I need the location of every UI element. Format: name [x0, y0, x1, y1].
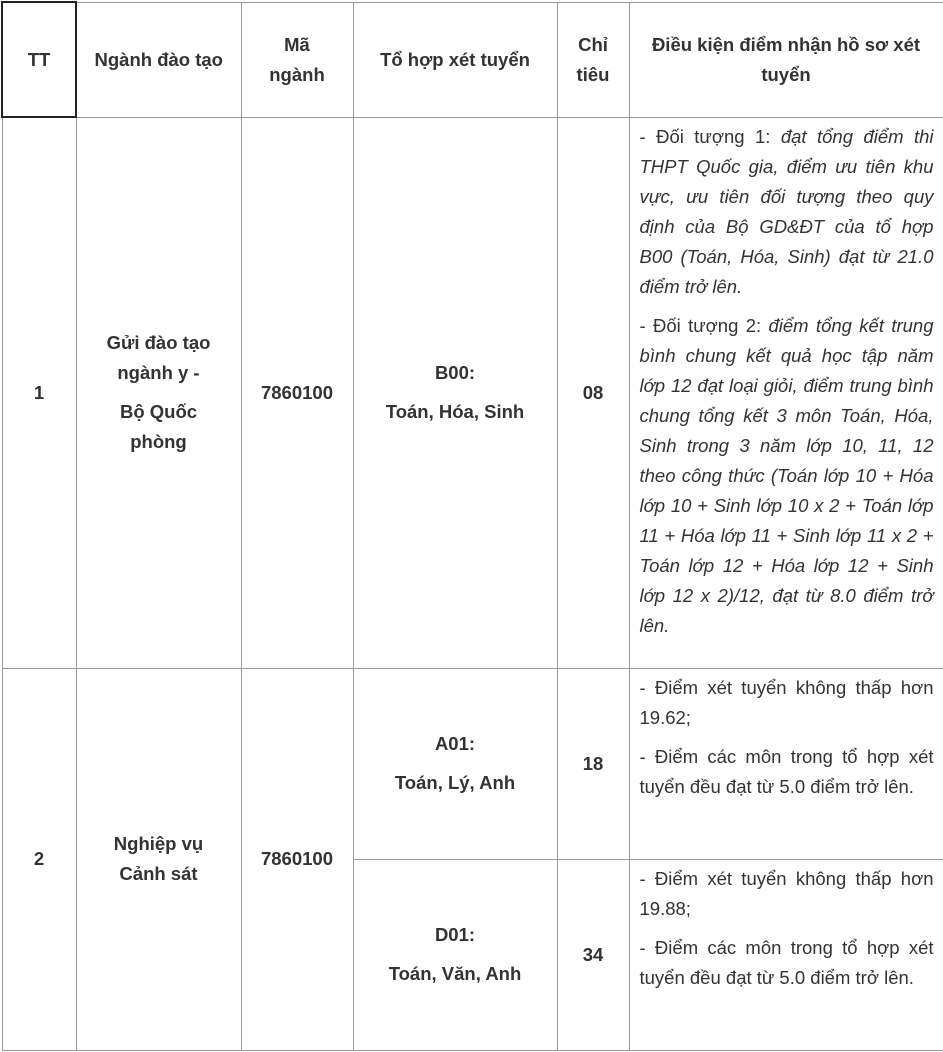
- row1-dieu-kien: [629, 117, 943, 668]
- row2a-cond1: - Điểm xét tuyển không thấp hơn 19.62;: [639, 676, 934, 728]
- header-tt: TT: [2, 2, 76, 117]
- header-ma-nganh: Mã ngành: [241, 2, 353, 117]
- row1-nganh-line2: Bộ Quốc phòng: [119, 401, 198, 452]
- row2a-chi-tieu: 18: [557, 668, 629, 859]
- row2a-to-hop-subjects: Toán, Lý, Anh: [394, 772, 516, 793]
- row1-to-hop: [353, 117, 557, 668]
- row2b-to-hop-subjects: Toán, Văn, Anh: [388, 963, 522, 984]
- row1-ma-nganh: 7860100: [241, 117, 353, 668]
- row1-to-hop-code: B00:: [434, 362, 476, 383]
- row1-cond2-prefix: - Đối tượng 2:: [639, 314, 769, 336]
- header-dieu-kien: Điều kiện điểm nhận hồ sơ xét tuyển: [629, 2, 943, 117]
- row1-cond1-prefix: - Đối tượng 1:: [639, 125, 781, 147]
- row2b-cond1: - Điểm xét tuyển không thấp hơn 19.88;: [639, 867, 934, 919]
- row1-nganh-line1: Gửi đào tạo ngành y -: [106, 332, 211, 383]
- row2a-to-hop-code: A01:: [434, 733, 476, 754]
- admission-table: [1, 1, 943, 1051]
- row2-ma-nganh: 7860100: [241, 668, 353, 1050]
- row1-cond1-text: đạt tổng điểm thi THPT Quốc gia, điểm ưu tiên khu vực, ưu tiên đối tượng theo quy định của Bộ GD&ĐT của tổ hợp B00 (Toán, Hóa, Sinh) đạt từ 21.0 điểm trở lên.: [639, 125, 934, 297]
- header-row: [2, 2, 943, 117]
- row2b-chi-tieu: 34: [557, 859, 629, 1050]
- row1-cond1: [640, 122, 934, 302]
- row2-nganh: Nghiệp vụ Cảnh sát: [76, 668, 241, 1050]
- table-row: [2, 117, 943, 668]
- row1-to-hop-subjects: Toán, Hóa, Sinh: [385, 401, 525, 422]
- row1-chi-tieu: 08: [557, 117, 629, 668]
- row2b-to-hop-code: D01:: [434, 924, 476, 945]
- header-to-hop: Tổ hợp xét tuyển: [353, 2, 557, 117]
- row2b-cond2: - Điểm các môn trong tổ hợp xét tuyển đều đạt từ 5.0 điểm trở lên.: [639, 936, 934, 988]
- table-row: [2, 668, 943, 859]
- row2b-to-hop: [353, 859, 557, 1050]
- row2-tt: 2: [2, 668, 76, 1050]
- row2a-to-hop: [353, 668, 557, 859]
- row1-cond2: [640, 311, 934, 641]
- row2a-cond2: - Điểm các môn trong tổ hợp xét tuyển đều đạt từ 5.0 điểm trở lên.: [639, 745, 934, 797]
- row2b-dieu-kien: [629, 859, 943, 1050]
- row1-tt: 1: [2, 117, 76, 668]
- row1-cond2-text: điểm tổng kết trung bình chung kết quả học tập năm lớp 12 đạt loại giỏi, điểm trung bình chung tổng kết 3 môn Toán, Hóa, Sinh trong 3 năm lớp 10, 11, 12 theo công thức (Toán lớp 10 + Hóa lớp 10 + Sinh lớp 10 x 2 + Toán lớp 11 + Hóa lớp 11 + Sinh lớp 11 x 2 + Toán lớp 12 + Hóa lớp 12 + Sinh lớp 12 x 2)/12, đạt từ 8.0 điểm trở lên.: [639, 314, 934, 636]
- header-nganh: Ngành đào tạo: [76, 2, 241, 117]
- row2a-dieu-kien: [629, 668, 943, 859]
- row1-nganh: [76, 117, 241, 668]
- header-chi-tieu: Chỉ tiêu: [557, 2, 629, 117]
